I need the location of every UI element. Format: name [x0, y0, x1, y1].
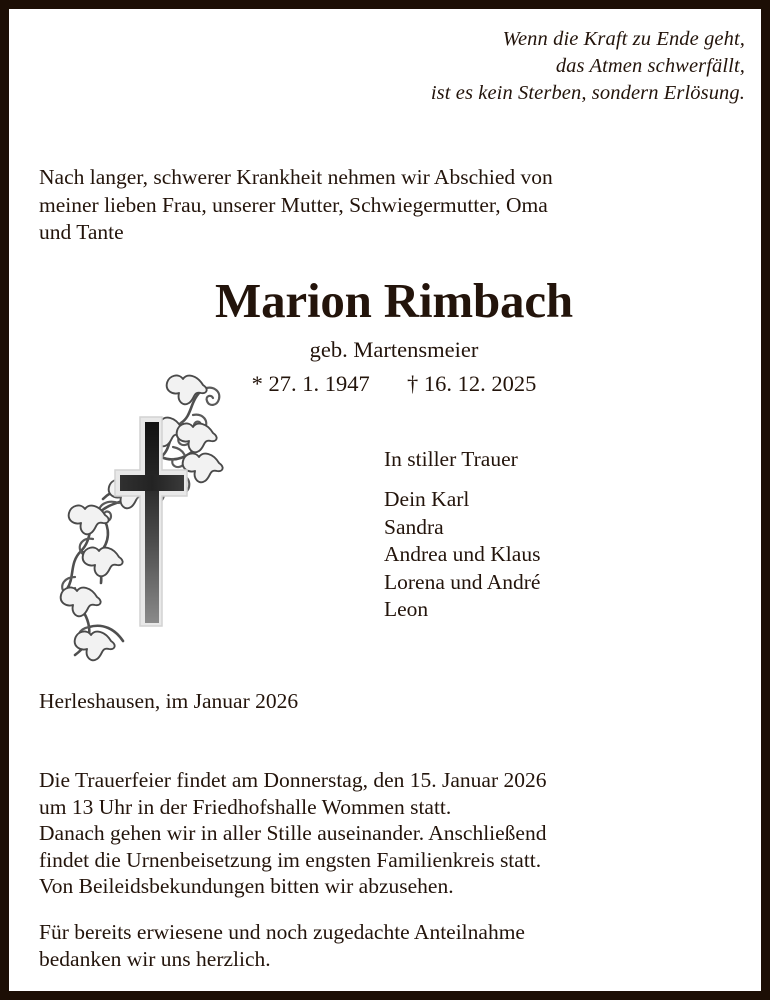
cross-with-ivy-icon [53, 371, 238, 663]
thanks-line-1: Für bereits erwiesene und noch zugedachte Anteilnahme [39, 920, 525, 944]
mourners-block [384, 446, 724, 624]
mourner-name: Sandra [384, 514, 444, 539]
ceremony-line-2: um 13 Uhr in der Friedhofshalle Wommen statt. [39, 794, 452, 819]
mourner-name: Leon [384, 597, 429, 621]
ceremony-line-1: Die Trauerfeier findet am Donnerstag, den 15. Januar 2026 [39, 768, 547, 792]
notice-sheet [9, 9, 761, 991]
death-date: 16. 12. 2025 [423, 371, 537, 396]
epigraph-line-3: ist es kein Sterben, sondern Erlösung. [430, 82, 745, 104]
epigraph-line-1: Wenn die Kraft zu Ende geht, [502, 28, 745, 50]
ceremony-line-4: findet die Urnenbeisetzung im engsten Familienkreis statt. [39, 847, 542, 872]
thanks-line-2: bedanken wir uns herzlich. [39, 946, 271, 971]
death-symbol-icon: † [407, 371, 419, 396]
thanks-note [39, 919, 739, 972]
ceremony-line-3: Danach gehen wir in aller Stille auseinander. Anschließend [39, 821, 547, 845]
deceased-name: Marion Rimbach [215, 273, 573, 328]
birth-date: 27. 1. 1947 [268, 371, 370, 396]
intro-text [39, 164, 729, 247]
intro-line-3: und Tante [39, 220, 124, 244]
mourner-name: Andrea und Klaus [384, 542, 541, 566]
ceremony-line-5: Von Beileidsbekundungen bitten wir abzusehen. [39, 874, 454, 898]
epigraph-verse [225, 26, 745, 107]
place-and-date: Herleshausen, im Januar 2026 [39, 689, 299, 713]
intro-line-1: Nach langer, schwerer Krankheit nehmen wir Abschied von [39, 165, 553, 189]
mourner-name: Dein Karl [384, 487, 470, 511]
intro-line-2: meiner lieben Frau, unserer Mutter, Schwiegermutter, Oma [39, 192, 548, 217]
maiden-name: geb. Martensmeier [309, 337, 479, 362]
ceremony-details [39, 767, 739, 900]
mourner-name: Lorena und André [384, 569, 541, 594]
mourners-title: In stiller Trauer [384, 447, 518, 471]
epigraph-line-2: das Atmen schwerfällt, [555, 55, 745, 77]
birth-symbol-icon: * [251, 371, 263, 396]
mourners-list [384, 486, 724, 624]
